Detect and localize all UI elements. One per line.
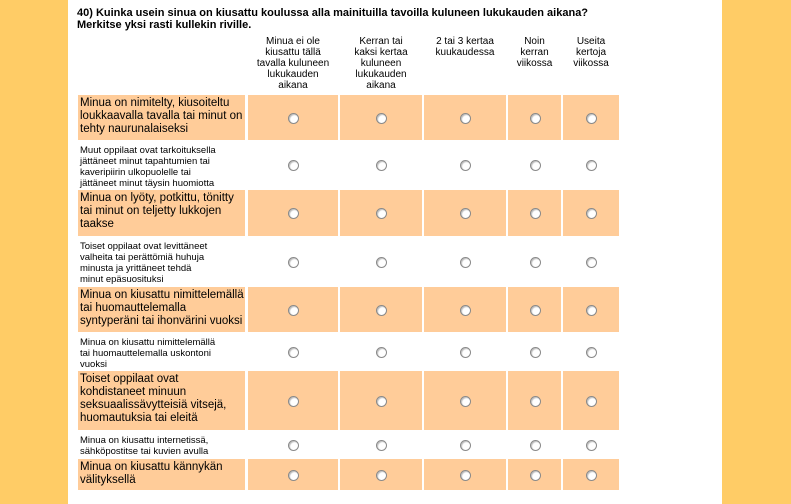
table-row xyxy=(78,190,619,236)
row-label: Minua on nimitelty, kiusoiteltu loukkaavalla tavalla tai minut on tehty naurunalaiseksi xyxy=(78,95,245,140)
radio-option[interactable] xyxy=(586,305,597,316)
table-row xyxy=(78,334,619,369)
table-row xyxy=(78,142,619,188)
radio-option[interactable] xyxy=(376,347,387,358)
table-row xyxy=(78,95,619,140)
column-header-weekly: Noin kerran viikossa xyxy=(516,36,553,69)
row-label: Muut oppilaat ovat tarkoituksella jättäneet minut tapahtumien tai kaveripiirin ulkopuolelle tai jättäneet minut täysin huomiotta xyxy=(80,145,216,189)
radio-option[interactable] xyxy=(288,257,299,268)
radio-option[interactable] xyxy=(586,208,597,219)
radio-option[interactable] xyxy=(586,440,597,451)
radio-option[interactable] xyxy=(288,208,299,219)
column-header-never: Minua ei ole kiusattu tällä tavalla kuluneen lukukauden aikana xyxy=(256,36,330,91)
row-label: Toiset oppilaat ovat kohdistaneet minuun seksuaalissävytteisiä vitsejä, huomautuksia tai eleitä xyxy=(78,371,245,430)
row-label: Minua on kiusattu nimittelemällä tai huomauttelemalla syntyperäni tai ihonvärini vuoksi xyxy=(78,287,245,332)
radio-option[interactable] xyxy=(376,470,387,481)
radio-option[interactable] xyxy=(376,305,387,316)
table-row xyxy=(78,287,619,332)
radio-option[interactable] xyxy=(530,113,541,124)
radio-option[interactable] xyxy=(376,113,387,124)
radio-option[interactable] xyxy=(530,305,541,316)
radio-option[interactable] xyxy=(376,257,387,268)
column-header-monthly: 2 tai 3 kertaa kuukaudessa xyxy=(435,36,495,58)
table-row xyxy=(78,432,619,457)
radio-option[interactable] xyxy=(530,160,541,171)
radio-option[interactable] xyxy=(460,305,471,316)
table-row xyxy=(78,459,619,490)
radio-option[interactable] xyxy=(460,113,471,124)
radio-option[interactable] xyxy=(460,440,471,451)
column-header-several-weekly: Useita kertoja viikossa xyxy=(573,36,609,69)
radio-option[interactable] xyxy=(586,160,597,171)
radio-option[interactable] xyxy=(460,396,471,407)
table-row xyxy=(78,371,619,430)
column-header-once-twice: Kerran tai kaksi kertaa kuluneen lukukauden aikana xyxy=(354,36,408,91)
row-label: Minua on kiusattu nimittelemällä tai huomauttelemalla uskontoni vuoksi xyxy=(80,337,216,370)
question-title: 40) Kuinka usein sinua on kiusattu koulussa alla mainituilla tavoilla kuluneen lukukauden aikana? xyxy=(77,7,589,19)
radio-option[interactable] xyxy=(376,440,387,451)
radio-option[interactable] xyxy=(586,396,597,407)
radio-option[interactable] xyxy=(288,113,299,124)
radio-option[interactable] xyxy=(530,347,541,358)
radio-option[interactable] xyxy=(288,160,299,171)
radio-option[interactable] xyxy=(460,347,471,358)
survey-panel xyxy=(68,0,722,504)
row-label: Toiset oppilaat ovat levittäneet valheita tai perättömiä huhuja minusta ja yrittäneet tehdä minut epäsuosituksi xyxy=(80,241,208,285)
radio-option[interactable] xyxy=(288,440,299,451)
question-text xyxy=(77,7,717,31)
row-label: Minua on kiusattu kännykän välityksellä xyxy=(78,459,245,490)
radio-option[interactable] xyxy=(530,257,541,268)
question-instruction: Merkitse yksi rasti kullekin riville. xyxy=(77,19,252,31)
radio-option[interactable] xyxy=(460,470,471,481)
radio-option[interactable] xyxy=(586,257,597,268)
radio-option[interactable] xyxy=(376,396,387,407)
radio-option[interactable] xyxy=(460,160,471,171)
radio-option[interactable] xyxy=(288,396,299,407)
radio-option[interactable] xyxy=(460,257,471,268)
row-label: Minua on lyöty, potkittu, tönitty tai minut on teljetty lukkojen taakse xyxy=(78,190,245,236)
radio-option[interactable] xyxy=(376,160,387,171)
radio-option[interactable] xyxy=(530,208,541,219)
radio-option[interactable] xyxy=(376,208,387,219)
radio-option[interactable] xyxy=(530,470,541,481)
radio-option[interactable] xyxy=(288,305,299,316)
table-row xyxy=(78,238,619,285)
radio-option[interactable] xyxy=(586,113,597,124)
radio-option[interactable] xyxy=(530,440,541,451)
row-label: Minua on kiusattu internetissä, sähköpostitse tai kuvien avulla xyxy=(80,435,209,457)
radio-option[interactable] xyxy=(288,347,299,358)
radio-option[interactable] xyxy=(460,208,471,219)
radio-option[interactable] xyxy=(586,347,597,358)
radio-option[interactable] xyxy=(586,470,597,481)
radio-option[interactable] xyxy=(530,396,541,407)
radio-option[interactable] xyxy=(288,470,299,481)
